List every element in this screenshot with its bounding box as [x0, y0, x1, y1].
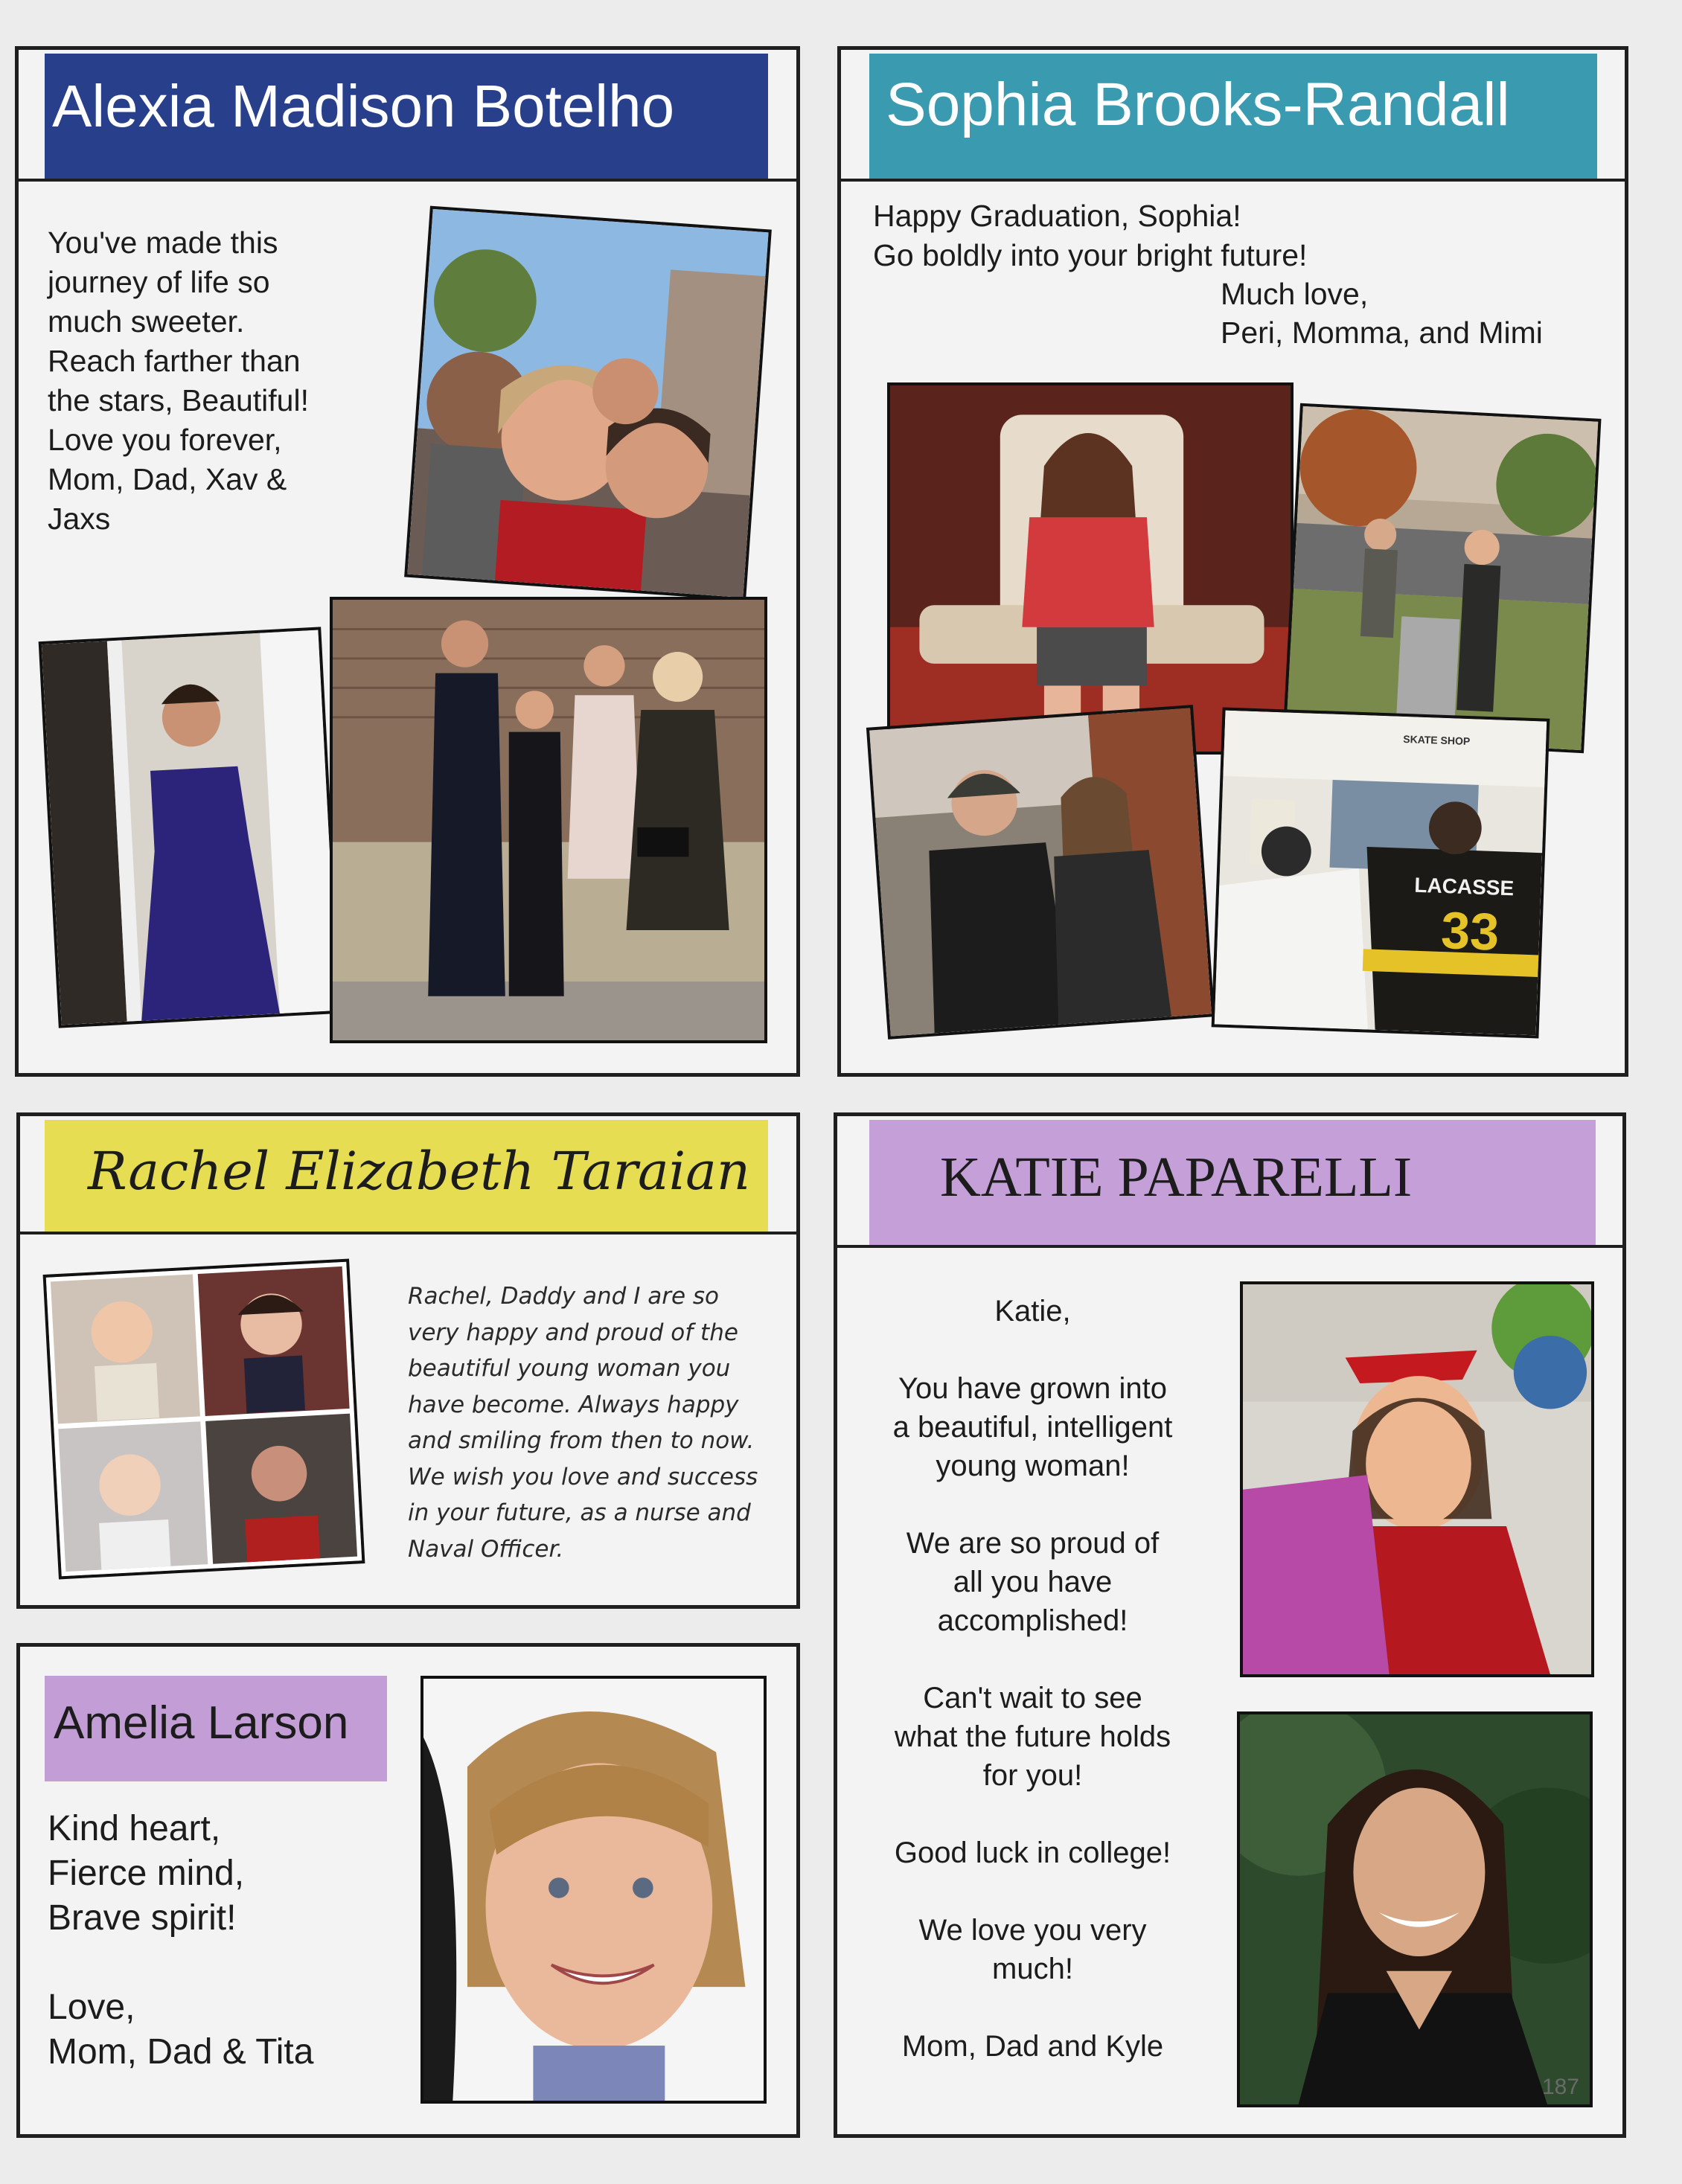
sophia-jersey-number: 33 [1440, 900, 1500, 961]
page-number: 187 [1541, 2075, 1579, 2099]
alexia-name: Alexia Madison Botelho [52, 73, 675, 139]
sophia-friends-photo [866, 705, 1215, 1040]
amelia-message: Kind heart, Fierce mind, Brave spirit! Love, Mom, Dad & Tita [48, 1809, 314, 2072]
rachel-title-rule [18, 1232, 798, 1234]
sophia-hockey-photo [1212, 707, 1550, 1038]
sophia-name-banner [869, 54, 1597, 179]
alexia-purple-dress-photo [39, 627, 342, 1028]
sophia-title-rule [839, 179, 1626, 182]
sophia-message-line2: Go boldly into your bright future! [873, 238, 1308, 272]
sophia-captain-chair-photo [887, 382, 1294, 755]
rachel-message: Rachel, Daddy and I are so very happy and proud of the beautiful young woman you have become. Always happy and smiling from then to now. We wish you love and success in your future, as a nurse and Naval Officer. [408, 1283, 758, 1563]
katie-title-rule [835, 1245, 1624, 1248]
alexia-title-rule [16, 179, 798, 182]
rachel-collage-photo [43, 1258, 365, 1579]
alexia-name-banner [45, 54, 768, 179]
sophia-signoff-line2: Peri, Momma, and Mimi [1221, 316, 1543, 350]
rachel-name: Rachel Elizabeth Taraian [88, 1141, 750, 1202]
katie-message: Katie, You have grown into a beautiful, intelligent young woman! We are so proud of all you have accomplished! Can't wait to see what the future holds for you! Good luck in college! We love you very much! Mom, Dad and Kyle [892, 1295, 1173, 2063]
sophia-name: Sophia Brooks-Randall [886, 71, 1510, 138]
sophia-message-line1: Happy Graduation, Sophia! [873, 199, 1241, 233]
katie-senior-portrait-photo [1237, 1711, 1593, 2107]
sophia-street-photo [1283, 403, 1602, 754]
amelia-name: Amelia Larson [54, 1697, 349, 1749]
alexia-message: You've made this journey of life so much sweeter. Reach farther than the stars, Beautiful! Love you forever, Mom, Dad, Xav & Jaxs [48, 225, 309, 536]
sophia-signoff-line1: Much love, [1221, 277, 1369, 311]
alexia-selfie-photo [404, 206, 772, 601]
katie-graduation-photo [1240, 1281, 1594, 1677]
amelia-name-banner [45, 1676, 387, 1781]
sophia-jersey-name: LACASSE [1413, 873, 1515, 900]
katie-name-banner [869, 1120, 1596, 1245]
katie-name: KATIE PAPARELLI [940, 1146, 1413, 1208]
alexia-family-photo [330, 597, 767, 1043]
amelia-portrait-photo [420, 1676, 767, 2104]
rachel-name-banner [45, 1120, 768, 1232]
sophia-shop-sign: SKATE SHOP [1403, 732, 1471, 748]
